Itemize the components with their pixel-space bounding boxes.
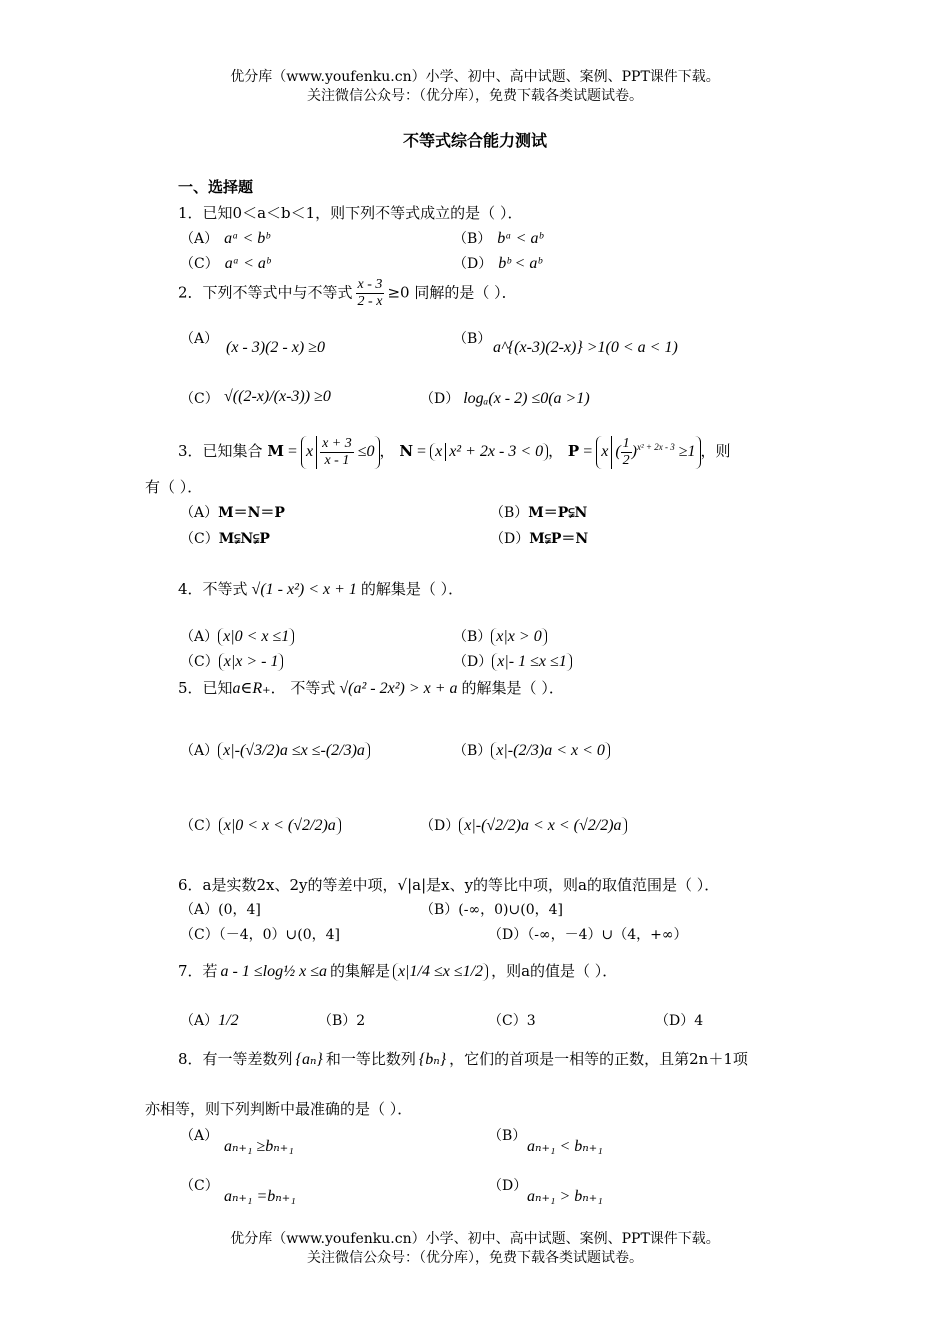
- q8-b-expr: aₙ₊₁ < bₙ₊₁: [527, 1138, 603, 1155]
- q8-option-c: （C）: [180, 1178, 219, 1194]
- q3-d-expr: M⫋P＝N: [529, 531, 589, 547]
- q2-option-c: （C）: [180, 391, 219, 407]
- page-title: 不等式综合能力测试: [402, 131, 547, 150]
- q3-stem: 3．已知集合 M = x $\frac{x + 3}{x - 1}$ ≤0 ， N = x x² + 2x - 3 < 0 ， P = x ( $\frac{1}{2}$ )$^{x^2 + 2x - 3}$ ≥1 ，则: [178, 436, 731, 468]
- q5-expr: √(a² - 2x²) > x + a: [339, 680, 458, 697]
- q8-option-b: （B）: [488, 1128, 527, 1144]
- q1-d-expr: bᵇ < aᵇ: [498, 255, 542, 272]
- q5-option-b: （B） x|-(2/3)a < x < 0: [453, 740, 610, 760]
- q7-set: x|1/4 ≤x ≤1/2: [393, 963, 488, 981]
- q2-a-expr: (x - 3)(2 - x) ≥0: [226, 339, 325, 356]
- q5-a-in-r: a∈R₊: [232, 680, 271, 697]
- q5-a-expr: x|-(√3/2)a ≤x ≤-(2/3)a: [218, 742, 370, 760]
- q7-expr: a - 1 ≤log½ x ≤a: [220, 963, 327, 980]
- q4-option-b: （B） x|x > 0: [453, 626, 547, 646]
- q7-option-d: （D）4: [655, 1013, 704, 1029]
- q3-option-b: （B）M＝P⫋N: [490, 505, 588, 521]
- q2-c-expr: √((2-x)/(x-3)) ≥0: [224, 388, 331, 405]
- q7-stem: 7．若 a - 1 ≤log½ x ≤a 的集解是 x|1/4 ≤x ≤1/2 ，则a的值是（ ）．: [178, 962, 618, 980]
- q6-option-c: （C）（－4，0）∪(0，4]: [180, 927, 340, 943]
- q3-option-d: （D）M⫋P＝N: [490, 531, 589, 547]
- q7-option-c: （C）3: [488, 1013, 536, 1029]
- q7-option-b: （B）2: [318, 1013, 366, 1029]
- q4-b-expr: x|x > 0: [491, 628, 546, 646]
- q3-a-expr: M＝N＝P: [218, 505, 285, 521]
- q2-option-b: （B）: [453, 331, 492, 347]
- q8-d-expr: aₙ₊₁ > bₙ₊₁: [527, 1188, 603, 1205]
- q5-option-c: （C） x|0 < x < (√2/2)a: [180, 815, 341, 835]
- q1-option-a: （A） aᵃ < bᵇ: [180, 230, 270, 247]
- q1-option-c: （C） aᵃ < aᵇ: [180, 255, 271, 272]
- q5-d-expr: x|-(√2/2)a < x < (√2/2)a: [459, 817, 626, 835]
- q8-bn: {bₙ}: [418, 1051, 447, 1068]
- q1-c-expr: aᵃ < aᵇ: [224, 255, 271, 272]
- q6-option-d: （D）（-∞，－4）∪（4，+∞）: [488, 927, 688, 943]
- q4-expr: √(1 - x²) < x + 1: [251, 581, 357, 598]
- q1-option-b: （B） bᵃ < aᵇ: [453, 230, 543, 247]
- q3-c-expr: M⫋N⫋P: [218, 531, 270, 547]
- q1-a-expr: aᵃ < bᵇ: [224, 230, 270, 247]
- q2-option-a: （A）: [180, 331, 219, 347]
- q4-option-d: （D） x|- 1 ≤x ≤1: [453, 651, 572, 671]
- q6-option-a: （A）(0，4]: [180, 902, 261, 918]
- q2-stem: 2．下列不等式中与不等式 $\frac{x - 3}{2 - x}$ ≥0 同解的是（ ）．: [178, 277, 517, 309]
- q1-b-expr: bᵃ < aᵇ: [497, 230, 543, 247]
- q3-option-c: （C）M⫋N⫋P: [180, 531, 270, 547]
- q5-option-a: （A） x|-(√3/2)a ≤x ≤-(2/3)a: [180, 740, 370, 760]
- header-line-1: 优分库（www.youfenku.cn）小学、初中、高中试题、案例、PPT课件下载。: [230, 69, 720, 85]
- q1-stem: 1．已知0＜a＜b＜1，则下列不等式成立的是（ ）．: [178, 204, 523, 222]
- q8-an: {aₙ}: [295, 1051, 323, 1068]
- q8-option-d: （D）: [488, 1178, 528, 1194]
- q5-c-expr: x|0 < x < (√2/2)a: [219, 817, 341, 835]
- q3-b-expr: M＝P⫋N: [528, 505, 588, 521]
- q4-option-a: （A） x|0 < x ≤1: [180, 626, 294, 646]
- q4-d-expr: x|- 1 ≤x ≤1: [492, 653, 572, 671]
- footer-line-1: 优分库（www.youfenku.cn）小学、初中、高中试题、案例、PPT课件下载。: [230, 1231, 720, 1247]
- q7-a-expr: 1/2: [218, 1012, 239, 1029]
- footer-line-2: 关注微信公众号：（优分库），免费下载各类试题试卷。: [307, 1250, 643, 1266]
- q6-option-b: （B）(-∞，0)∪(0，4]: [420, 902, 563, 918]
- q7-option-a: （A）1/2: [180, 1012, 239, 1029]
- q8-option-a: （A）: [180, 1128, 219, 1144]
- q8-stem-line2: 亦相等，则下列判断中最准确的是（ ）．: [145, 1100, 413, 1118]
- q4-option-c: （C） x|x > - 1: [180, 651, 283, 671]
- q5-option-d: （D） x|-(√2/2)a < x < (√2/2)a: [420, 815, 627, 835]
- q4-stem: 4．不等式 √(1 - x²) < x + 1 的解集是（ ）．: [178, 580, 464, 598]
- header-line-2: 关注微信公众号：（优分库），免费下载各类试题试卷。: [307, 88, 643, 104]
- q8-stem: 8．有一等差数列 {aₙ} 和一等比数列 {bₙ} ，它们的首项是一相等的正数，且第2n＋1项: [178, 1050, 748, 1068]
- q3-stem-line2: 有（ ）．: [145, 478, 203, 496]
- q4-c-expr: x|x > - 1: [219, 653, 284, 671]
- q5-b-expr: x|-(2/3)a < x < 0: [491, 742, 610, 760]
- q4-a-expr: x|0 < x ≤1: [218, 628, 294, 646]
- q3-option-a: （A）M＝N＝P: [180, 505, 285, 521]
- q2-option-d: （D） logₐ(x - 2) ≤0(a >1): [420, 390, 590, 407]
- q8-c-expr: aₙ₊₁ =bₙ₊₁: [224, 1188, 296, 1205]
- q6-stem: 6．a是实数2x、2y的等差中项，√|a|是x、y的等比中项，则a的取值范围是（ ）．: [178, 876, 720, 894]
- q2-d-expr: logₐ(x - 2) ≤0(a >1): [463, 390, 590, 407]
- q1-option-d: （D） bᵇ < aᵇ: [453, 255, 542, 272]
- q5-stem: 5．已知a∈R₊． 不等式 √(a² - 2x²) > x + a 的解集是（ ）．: [178, 679, 564, 697]
- section-heading: 一、选择题: [178, 178, 254, 196]
- q8-a-expr: aₙ₊₁ ≥bₙ₊₁: [224, 1138, 294, 1155]
- q2-b-expr: a^{(x-3)(2-x)} >1(0 < a < 1): [493, 339, 678, 356]
